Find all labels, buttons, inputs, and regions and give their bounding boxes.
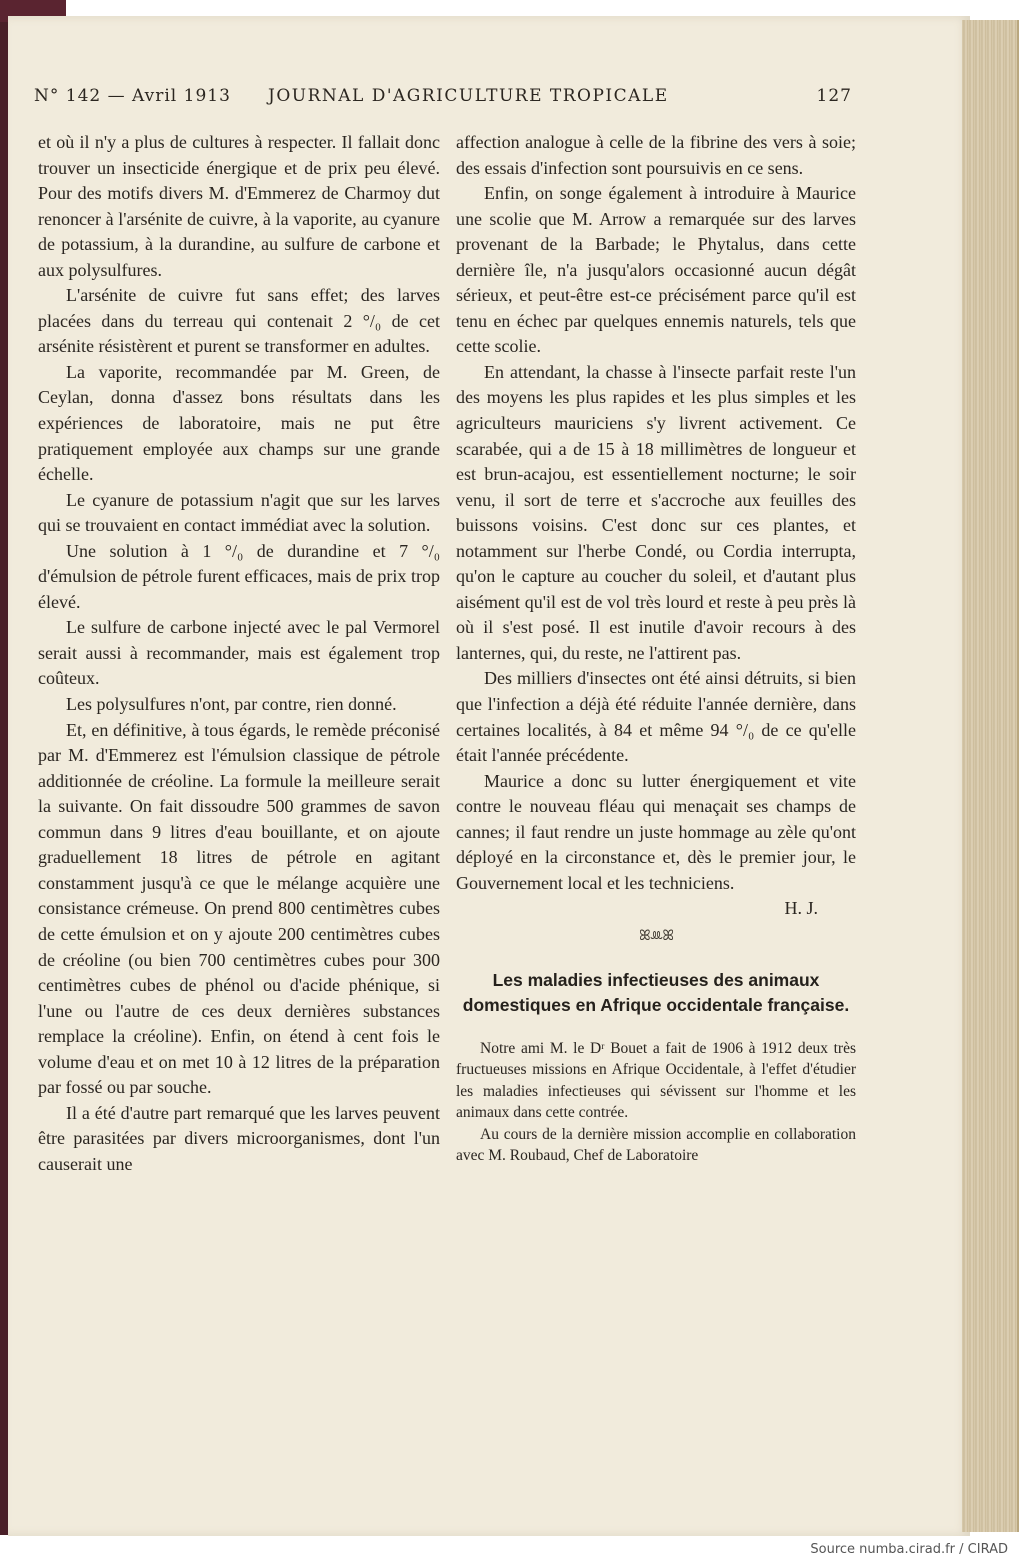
article-title: Les maladies infectieuses des animaux domestiques en Afrique occidentale française. — [462, 969, 850, 1015]
page-edges — [962, 20, 1019, 1532]
paragraph: Des milliers d'insectes ont été ainsi détruits, si bien que l'infection a déjà été réduite l'année dernière, dans certaines localités, à 84 et même 94 °/₀ de ce qu'elle était l'année précédente. — [456, 668, 856, 766]
author-signature: H. J. — [784, 898, 818, 919]
paragraph: Une solution à 1 °/₀ de durandine et 7 °/₀ d'émulsion de pétrole furent efficaces, mais de prix trop élevé. — [38, 540, 440, 612]
paragraph: Maurice a donc su lutter énergiquement et vite contre le nouveau fléau qui menaçait ses champs de cannes; il faut rendre un juste hommage au zèle qu'ont déployé en la circonstance et, dès le premier jour, le Gouvernement local et les techniciens. — [456, 770, 856, 893]
page-number: 127 — [816, 86, 852, 106]
left-column — [38, 130, 440, 1177]
paragraph: Notre ami M. le Dʳ Bouet a fait de 1906 à 1912 deux très fructueuses missions en Afrique Occidentale, à l'effet d'étudier les maladies infectieuses qui sévissent sur l'homme et les animaux dans cette contrée. — [456, 1039, 856, 1122]
paragraph: L'arsénite de cuivre fut sans effet; des larves placées dans du terreau qui contenait 2 °/₀ de cet arsénite résistèrent et purent se transformer en adultes. — [38, 285, 440, 357]
paragraph: Au cours de la dernière mission accomplie en collaboration avec M. Roubaud, Chef de Laboratoire — [456, 1125, 856, 1165]
running-header — [34, 86, 852, 114]
right-column — [456, 130, 856, 1167]
paragraph: Il a été d'autre part remarqué que les larves peuvent être parasitées par divers microorganismes, dont l'un causerait une — [38, 1102, 440, 1174]
paragraph: Enfin, on songe également à introduire à Maurice une scolie que M. Arrow a remarquée sur des larves provenant de la Barbade; le Phytalus, dans cette dernière île, n'a jusqu'alors occasionné aucun dégât sérieux, et peut-être est-ce précisément parce qu'il est tenu en échec par quelques ennemis naturels, tels que cette scolie. — [456, 183, 856, 357]
paragraph: et où il n'y a plus de cultures à respecter. Il fallait donc trouver un insecticide énergique et de prix peu élevé. Pour des motifs divers M. d'Emmerez de Charmoy dut renoncer à l'arsénite de cuivre, à la vaporite, au cyanure de potassium, à la durandine, au sulfure de carbone et aux polysulfures. — [38, 132, 440, 280]
ornament-divider-icon: ꕤꔛꕤ — [638, 928, 674, 944]
issue-date: N° 142 — Avril 1913 — [34, 86, 231, 106]
article-body — [456, 1038, 856, 1168]
paragraph: Le sulfure de carbone injecté avec le pal Vermorel serait aussi à recommander, mais est également trop coûteux. — [38, 617, 440, 689]
paragraph: Et, en définitive, à tous égards, le remède préconisé par M. d'Emmerez est l'émulsion classique de pétrole additionnée de créoline. La formule la meilleure serait la suivante. On fait dissoudre 500 grammes de savon commun dans 9 litres d'eau bouillante, et on ajoute graduellement 18 litres de pétrole en agitant constamment jusqu'à ce que le mélange acquière une consistance crémeuse. On prend 800 centimètres cubes de cette émulsion et on y ajoute 200 centimètres cubes de créoline (ou bien 700 centimètres cubes pour 300 centimètres cubes de phénol ou d'acide phénique, si l'une ou l'autre de ces deux dernières substances remplace la créoline). Enfin, on étend à cent fois le volume d'eau et on met 10 à 12 litres de la préparation par fossé ou par souche. — [38, 719, 440, 1098]
paragraph: affection analogue à celle de la fibrine des vers à soie; des essais d'infection sont poursuivis en ce sens. — [456, 132, 856, 178]
paragraph: Les polysulfures n'ont, par contre, rien donné. — [66, 694, 397, 715]
paragraph: En attendant, la chasse à l'insecte parfait reste l'un des moyens les plus rapides et les plus simples et les agriculteurs mauriciens s'y livrent activement. Ce scarabée, qui a de 15 à 18 millimètres de longueur et est brun-acajou, est essentiellement nocturne; le soir venu, il sort de terre et s'accroche aux feuilles des buissons voisins. C'est donc sur ces plantes, et notamment sur l'herbe Condé, ou Cordia interrupta, qu'on le capture au coucher du soleil, et d'autant plus aisément qu'il est de vol très lourd et reste à peu près là où il s'est posé. Il est inutile d'avoir recours à des lanternes, qui, du reste, ne l'attirent pas. — [456, 361, 856, 663]
paragraph: Le cyanure de potassium n'agit que sur les larves qui se trouvaient en contact immédiat avec la solution. — [38, 489, 440, 536]
journal-title: JOURNAL D'AGRICULTURE TROPICALE — [268, 86, 669, 106]
source-credit: Source numba.cirad.fr / CIRAD — [810, 1542, 1008, 1557]
book-spine-strip — [0, 22, 8, 1535]
paragraph: La vaporite, recommandée par M. Green, de Ceylan, donna d'assez bons résultats dans les expériences de laboratoire, mais ne put être pratiquement employée aux champs sur une grande échelle. — [38, 361, 440, 485]
